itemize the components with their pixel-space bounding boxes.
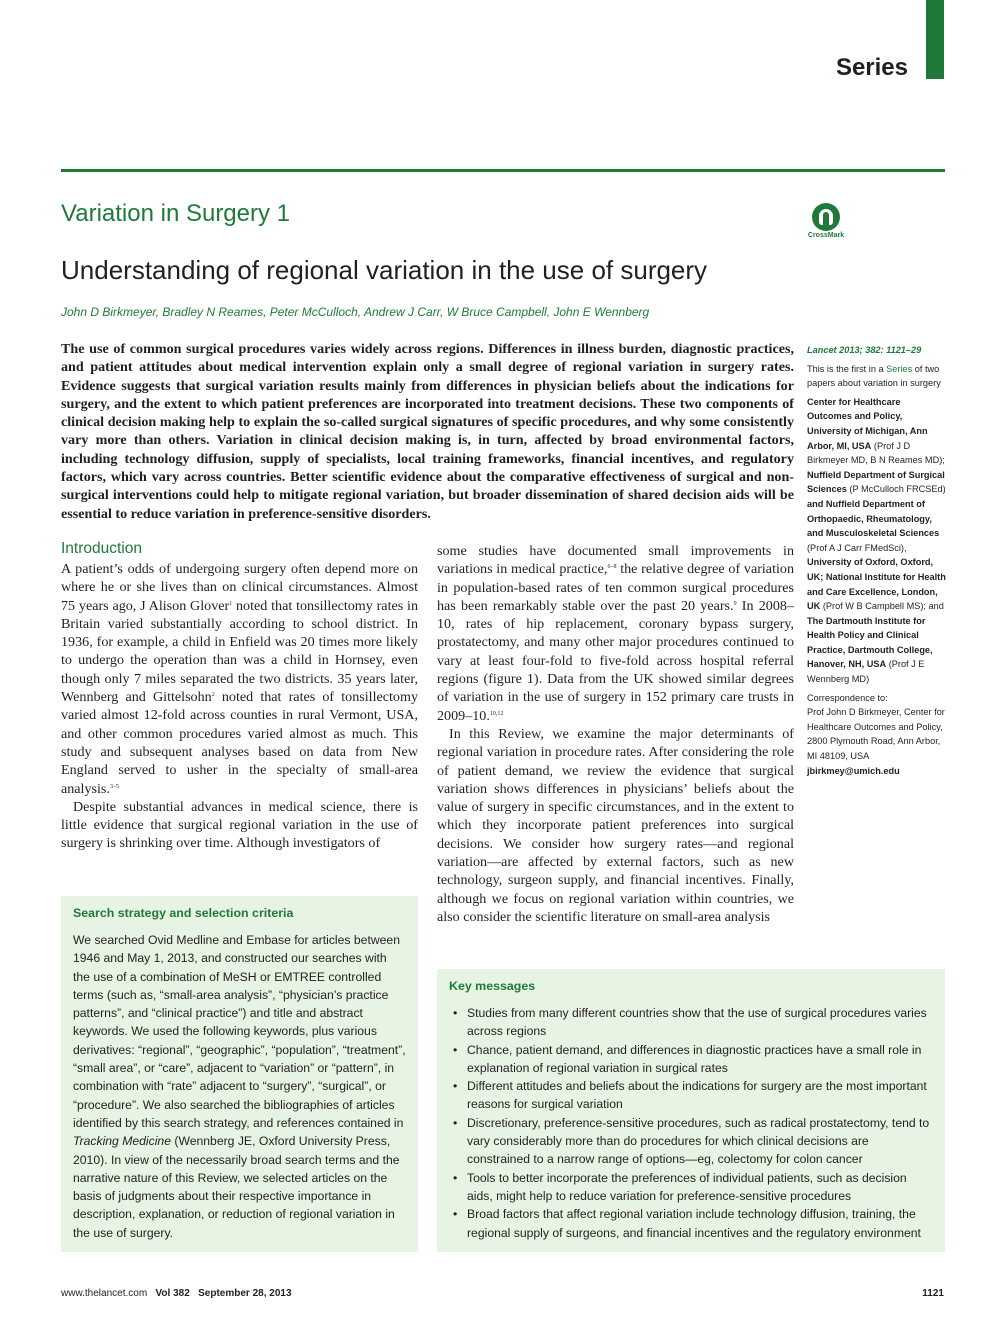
intro-paragraph-1: A patient’s odds of undergoing surgery often depend more on where he or she lives than on clinical circumstances. Almost 75 years ago, J Alison Glover$^1$ noted that tonsillectomy rates in Britain varied substantially according to school district. In 1936, for example, a child in Enfield was 20 times more likely to undergo the operation than was a child in Hornsey, even though only 7 miles separated the two districts. 35 years later, Wennberg and Gittelsohn$^2$ noted that rates of tonsillectomy varied almost 12-fold across counties in rural Vermont, USA, and other common procedures varied almost as much. This study and subsequent analyses based on data from New England served to usher in the specialty of small-area analysis.$^{3-5}$	[61, 561, 418, 797]
reference-mark[interactable]: 10,12	[489, 710, 504, 717]
key-messages-heading: Key messages	[449, 979, 536, 993]
list-item: • Studies from many different countries show that the use of surgical procedures varies across regions	[453, 1006, 927, 1039]
search-strategy-text: We searched Ovid Medline and Embase for articles between 1946 and May 1, 2013, and constructed our searches with the use of a combination of MeSH or EMTREE controlled terms (such as, “small-area analysis”, “physician’s practice patterns”, and “clinical practice”) and title and abstract keywords. We used the following keywords, plus various derivatives: “regional”, “geographic”, “population”, “treatment”, “small area”, or “care”, adjacent to “variation” or “pattern”, in combination with “rate” adjacent to “surgery”, “surgical”, or “procedure”. We also searched the bibliographies of articles identified by this search strategy, and references contained in Tracking Medicine (Wennberg JE, Oxford University Press, 2010). In view of the necessarily broad search terms and the narrative nature of this Review, we selected articles on the basis of judgments about their respective importance in description, explanation, or reduction of regional variation in the use of surgery.	[73, 933, 406, 1240]
list-item: • Tools to better incorporate the preferences of individual patients, such as decision aids, might help to reduce variation for preference-sensitive procedures	[453, 1170, 907, 1203]
list-item: • Broad factors that affect regional variation include technology diffusion, training, the regional supply of surgeons, and financial incentives and the regulatory environment	[453, 1207, 921, 1240]
issue-date: September 28, 2013	[198, 1288, 292, 1299]
correspondence: Correspondence to: Prof John D Birkmeyer, Center for Healthcare Outcomes and Policy, 2800 Plymouth Road, Ann Arbor, MI 48109, USA jbirkmey@umich.edu	[807, 691, 947, 779]
journal-website[interactable]: www.thelancet.com	[61, 1288, 148, 1299]
col2-paragraph-1: some studies have documented small improvements in variations in medical practice,$^{6-8}$ the relative degree of variation in population-based rates of ten common surgical procedures has been remarkably stable over the past 20 years.$^9$ In 2008–10, rates of hip replacement, coronary bypass surgery, prostatectomy, and many other major procedures continued to vary at least four-fold to five-fold across hospital referral regions (figure 1). Data from the UK showed similar degrees of variation in the use of surgery in 152 primary care trusts in 2009–10.$^{10,12}$	[437, 543, 794, 724]
series-color-bar	[926, 0, 944, 79]
article-title: Understanding of regional variation in the use of surgery	[61, 255, 708, 285]
col2-paragraph-2: In this Review, we examine the major determinants of regional variation in procedure rates. After considering the role of patient demand, we review the evidence that surgical variation shows differences in physicians’ beliefs about the value of surgery in specific circumstances, and in the extent to which they incorporate patient preferences into surgical decisions. We consider how surgery rates—and regional variation—are affected by external factors, such as new technology, surgeon supply, and financial incentives. Finally, although we focus on regional variation within countries, we also consider the scientific literature on small-area analysis	[437, 725, 794, 925]
affiliations: Center for Healthcare Outcomes and Policy, University of Michigan, Ann Arbor, MI, USA (Prof J D Birkmeyer MD, B N Reames MD); Nuffield Department of Surgical Sciences (P McCulloch FRCSEd) and Nuffield Department of Orthopaedic, Rheumatology, and Musculoskeletal Sciences (Prof A J Carr FMedSci), University of Oxford, Oxford, UK; National Institute for Health and Care Excellence, London, UK (Prof W B Campbell MS); and The Dartmouth Institute for Health Policy and Clinical Practice, Dartmouth College, Hanover, NH, USA (Prof J E Wennberg MD)	[807, 396, 946, 685]
series-link[interactable]: Series	[886, 363, 913, 374]
series-kicker: Variation in Surgery 1	[61, 200, 291, 227]
body-column-2	[437, 542, 794, 926]
reference-mark[interactable]: 3–5	[109, 783, 119, 790]
reference-mark[interactable]: 2	[211, 692, 215, 699]
header-rule	[61, 169, 945, 172]
sidebar-notes	[807, 343, 947, 778]
citation: Lancet 2013; 382: 1121–29	[807, 345, 922, 355]
introduction-heading: Introduction	[61, 540, 142, 557]
search-strategy-panel	[61, 896, 418, 1252]
correspondence-email[interactable]: jbirkmey@umich.edu	[807, 765, 900, 776]
body-column-1	[61, 540, 418, 853]
crossmark-icon[interactable]	[806, 203, 846, 243]
abstract: The use of common surgical procedures varies widely across regions. Differences in illness burden, diagnostic practices, and patient attitudes about medical intervention explain only a small degree of regional variation in surgery rates. Evidence suggests that surgical variation results mainly from differences in physician beliefs about the indications for surgery, and the extent to which patient preferences are incorporated into treatment decisions. These two components of clinical decision making help to explain the so-called surgical signatures of specific procedures, and why some consistently vary more than others. Variation in clinical decision making is, in turn, affected by broad environmental factors, including technology diffusion, supply of specialists, local training frameworks, financial incentives, and regulatory factors, which vary across countries. Better scientific evidence about the comparative effectiveness of surgical and non-surgical interventions could help to mitigate regional variation, but broader dissemination of shared decision aids will be essential to reduce variation in preference-sensitive disorders.	[61, 341, 794, 522]
author-list: John D Birkmeyer, Bradley N Reames, Peter McCulloch, Andrew J Carr, W Bruce Campbell, John E Wennberg	[61, 305, 650, 319]
series-label: Series	[835, 54, 908, 81]
list-item: • Different attitudes and beliefs about the indications for surgery are the most important reasons for surgical variation	[453, 1079, 927, 1112]
list-item: • Discretionary, preference-sensitive procedures, such as radical prostatectomy, tend to vary considerably more than do procedures for which clinical decisions are constrained to a narrow range of options—eg, colectomy for colon cancer	[453, 1115, 930, 1167]
footer	[61, 1288, 292, 1299]
page-number: 1121	[922, 1288, 944, 1299]
volume: Vol 382	[155, 1288, 190, 1299]
reference-mark[interactable]: 6–8	[607, 564, 617, 571]
search-strategy-heading: Search strategy and selection criteria	[73, 906, 294, 920]
key-messages-panel	[437, 969, 945, 1252]
series-note: This is the first in a Series of two papers about variation in surgery	[807, 363, 941, 389]
intro-paragraph-2: Despite substantial advances in medical science, there is little evidence that surgical regional variation in the use of surgery is shrinking over time. Although investigators of	[61, 798, 418, 852]
key-messages-list	[449, 1004, 933, 1242]
reference-mark[interactable]: 1	[229, 600, 233, 607]
reference-mark[interactable]: 9	[733, 600, 737, 607]
list-item: • Chance, patient demand, and differences in diagnostic practices have a small role in explanation of regional variation in surgical rates	[453, 1042, 922, 1075]
crossmark-label: CrossMark	[807, 232, 845, 239]
